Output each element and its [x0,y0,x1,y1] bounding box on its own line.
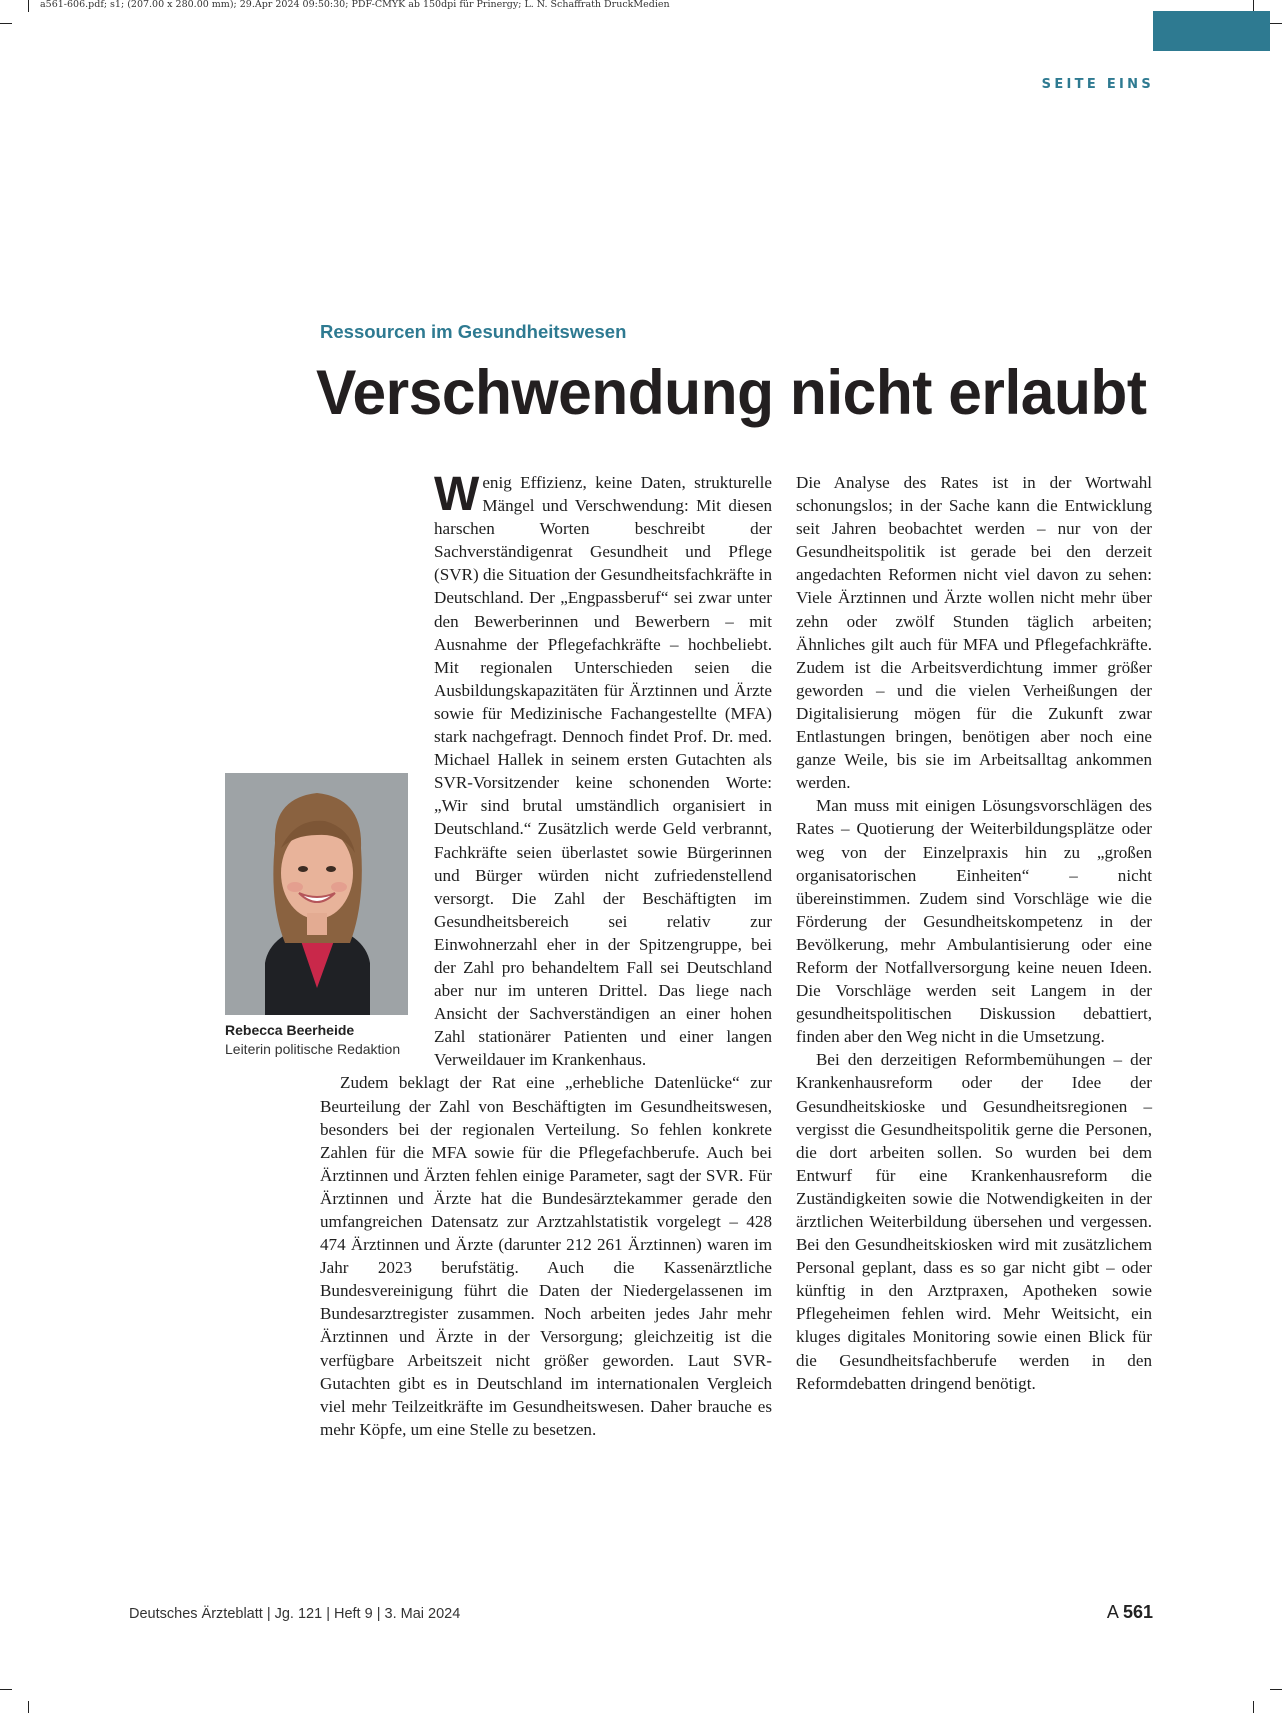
crop-mark [28,1701,29,1713]
paragraph: Man muss mit einigen Lösungsvorschlägen des Rates – Quotierung der Weiterbildungsplätze oder weg von der Einzelpraxis hin zu „großen organisatorischen Einheiten“ – nicht übereinstimmen. Zudem sind Vorschläge wie die Förderung der Gesundheitskompetenz in der Bevölkerung, mehr Ambulantisierung oder eine Reform der Notfallversorgung keine neuen Ideen. Die Vorschläge werden seit Langem in der gesundheitspolitischen Diskussion debattiert, finden aber den Weg nicht in die Umsetzung. [796,796,1152,1047]
article-column-2 [796,471,1152,1395]
crop-mark [0,23,12,24]
paragraph: Die Analyse des Rates ist in der Wortwahl schonungslos; in der Sache kann die Entwicklung seit Jahren beobachtet werden – nur von der Gesundheitspolitik ist gerade bei den derzeit angedachten Reformen nicht viel davon zu sehen: Viele Ärztinnen und Ärzte wollen nicht mehr über zehn oder zwölf Stunden täglich arbeiten; Ähnliches gilt auch für MFA und Pflegefachkräfte. Zudem ist die Arbeitsverdichtung immer größer geworden – und die vielen Verheißungen der Digitalisierung mögen für die Zukunft zwar Entlastungen bringen, benötigen aber noch eine ganze Weile, bis sie im Arbeitsalltag ankommen werden. [796,473,1152,793]
page-prefix: A [1106,1602,1118,1622]
author-photo [225,773,408,1015]
author-role: Leiterin politische Redaktion [225,1041,401,1057]
crop-mark [1270,1689,1282,1690]
page-number-value: 561 [1122,1602,1153,1622]
crop-mark [1270,23,1282,24]
section-color-bar [1153,11,1270,51]
crop-mark [0,1689,12,1690]
paragraph: Zudem beklagt der Rat eine „erhebliche Datenlücke“ zur Beurteilung der Zahl von Beschäftigten im Gesundheitswesen, besonders bei der regionalen Verteilung. So fehlen konkrete Zahlen für die MFA sowie für die Pflegefachberufe. Auch bei Ärztinnen und Ärzten fehlen einige Parameter, sagt der SVR. Für Ärztinnen und Ärzte hat die Bundesärztekammer gerade den umfangreichen Datensatz zur Arztzahlstatistik vorgelegt – 428 474 Ärztinnen und Ärzte (darunter 212 261 Ärztinnen) waren im Jahr 2023 berufstätig. Auch die Kassenärztliche Bundesvereinigung führt die Daten der Niedergelassenen im Bundesarztregister zusammen. Noch arbeiten jedes Jahr mehr Ärztinnen und Ärzte in der Versorgung; gleichzeitig ist die verfügbare Arbeitszeit nicht größer geworden. Laut SVR-Gutachten gibt es in Deutschland im internationalen Vergleich viel mehr Teilzeitkräfte im Gesundheitswesen. Daher brauche es mehr Köpfe, um eine Stelle zu besetzen. [320,1073,772,1439]
paragraph-text: enig Effizienz, keine Daten, strukturelle Mängel und Verschwendung: Mit diesen harschen Worten beschreibt der Sachverständigenrat Gesundheit und Pflege (SVR) die Situation der Gesundheitsfachkräfte in Deutschland. Der „Engpassberuf“ sei zwar unter den Bewerberinnen und Bewerbern – mit Ausnahme der Pflegefachkräfte – hochbeliebt. Mit regionalen Unterschieden seien die Ausbildungskapazitäten für Ärztinnen und Ärzte sowie für Medizinische Fachangestellte (MFA) stark nachgefragt. Dennoch findet Prof. Dr. med. Michael Hallek in seinem ersten Gutachten als SVR-Vorsitzender keine schonenden Worte: „Wir sind brutal umständlich organisiert in Deutschland.“ Zusätzlich werde Geld verbrannt, Fachkräfte seien überlastet sowie Bürgerinnen und Bürger würden nicht zufriedenstellend versorgt. Die Zahl der Beschäftigten im Gesundheitsbereich sei relativ zur Einwohnerzahl eher in der Spitzengruppe, bei der Zahl pro behandeltem Fall sei Deutschland aber nur im unteren Drittel. Das liege nach Ansicht der Sachverständigen an einer hohen Zahl stationärer Patienten und einer langen Verweildauer im Krankenhaus. [434,473,772,1070]
drop-cap: W [434,468,480,521]
headline: Verschwendung nicht erlaubt [316,358,1147,428]
print-metadata: a561-606.pdf; s1; (207.00 x 280.00 mm); 29.Apr 2024 09:50:30; PDF-CMYK ab 150dpi für Prinergy; L. N. Schaffrath DruckMedien [40,0,670,10]
paragraph: Bei den derzeitigen Reformbemühungen – der Krankenhausreform oder der Idee der Gesundheitskioske und Gesundheitsregionen – vergisst die Gesundheitspolitik gerne die Personen, die dort arbeiten sollen. So wurden bei dem Entwurf für eine Krankenhausreform die Zuständigkeiten sowie die Notwendigkeiten in der ärztlichen Weiterbildung übersehen und vergessen. Bei den Gesundheitskiosken wird mit zusätzlichem Personal geplant, dass es so gar nicht gibt – oder künftig in den Arztpraxen, Apotheken sowie Pflegeheimen fehlen wird. Mehr Weitsicht, ein kluges digitales Monitoring sowie einen Blick für die Gesundheitsfachberufe werden in den Reformdebatten dringend benötigt. [796,1050,1152,1393]
crop-mark [1253,1701,1254,1713]
crop-mark [28,0,29,12]
section-label: SEITE EINS [1041,77,1154,92]
page-number [1107,1602,1153,1623]
author-name: Rebecca Beerheide [225,1022,355,1038]
author-portrait-icon [225,773,408,1015]
kicker: Ressourcen im Gesundheitswesen [320,321,627,342]
journal-info: Deutsches Ärzteblatt | Jg. 121 | Heft 9 | 3. Mai 2024 [129,1606,461,1622]
